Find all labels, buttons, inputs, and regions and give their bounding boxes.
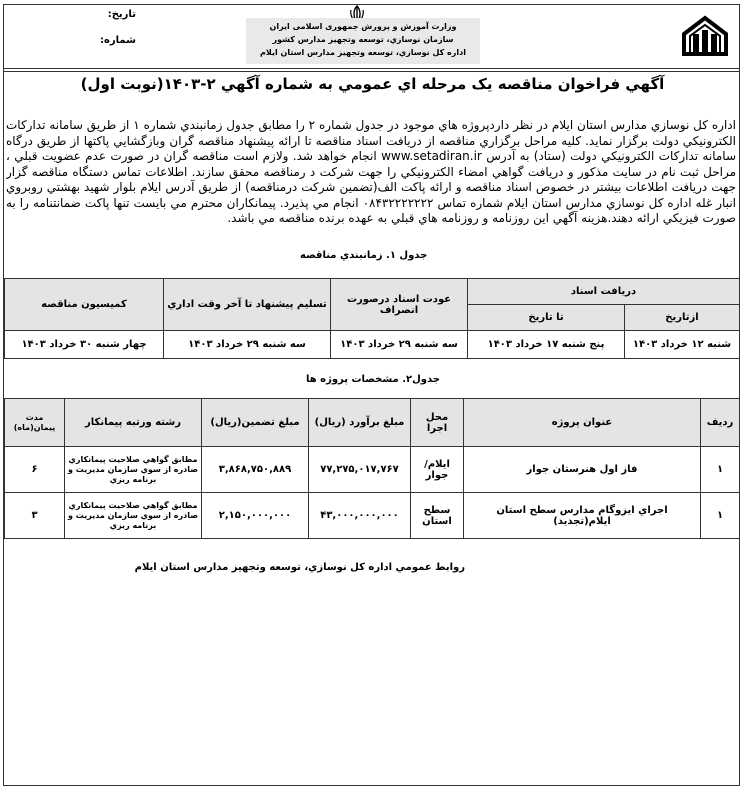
col-from-date: ازتاريخ <box>625 305 740 331</box>
date-number-box <box>100 9 136 61</box>
cell-location: سطح استان <box>411 493 464 539</box>
col-contractor-grade: رشته ورتبه پيمانکار <box>65 399 202 447</box>
col-to-date: تا تاريخ <box>468 305 625 331</box>
projects-table <box>4 398 740 539</box>
header-divider <box>4 68 739 69</box>
ministry-line-1: وزارت آموزش و پرورش جمهوری اسلامی ایران <box>269 22 457 31</box>
renovation-organization-logo-icon <box>680 14 730 58</box>
col-duration: مدت پيمان(ماه) <box>5 399 65 447</box>
cell-duration: ۶ <box>5 447 65 493</box>
table-row <box>5 493 740 539</box>
notice-title: آگهي فراخوان مناقصه يک مرحله اي عمومي به شماره آگهي ۲-۱۴۰۳(نوبت اول) <box>80 75 665 93</box>
cell-duration: ۳ <box>5 493 65 539</box>
notice-body: اداره کل نوسازي مدارس استان ايلام در نظر داردپروژه هاي موجود در جدول شماره ۲ را مطابق جدول زمانبندي شماره ۱ از طريق سامانه تدارکات الکترونيکي دولت برگزار نمايد. کليه مراحل برگزاري مناقصه از دريافت اسناد مناقصه تا ارائه پيشنهاد مناقصه گران وبازگشايي پاکتها از طريق درگاه سامانه تدارکات الکترونيکي دولت (ستاد) به آدرس www.setadiran.ir انجام خواهد شد. ولازم است مناقصه گران در صورت عدم عضويت قبلي ، مراحل ثبت نام در سايت مذکور و دريافت گواهي امضاء الکترونيکي را جهت شرکت د رمناقصه محقق سازند. اطلاعات تماس دستگاه مناقصه گزار جهت دريافت اطلاعات بيشتر در خصوص اسناد مناقصه و ارائه پاکت الف(تضمين شرکت درمناقصه) از طريق آدرس ايلام بلوار شهيد بهشتي روبروي انبار غله اداره کل نوسازي مدارس استان ايلام شماره تماس ۰۸۴۳۲۲۲۲۲۲۲ انجام مي پذيرد. پيمانکاران محترم مي بايست تنها پاکت ضمانتنامه را به صورت فيزيکي ارائه دهند.هزينه آگهي اين روزنامه و روزنامه هاي قبلي به عهده برنده مناقصه مي باشد. <box>6 118 736 225</box>
cell-return-date: سه شنبه ۲۹ خرداد ۱۴۰۳ <box>331 331 468 359</box>
cell-estimate: ۴۳,۰۰۰,۰۰۰,۰۰۰ <box>309 493 411 539</box>
cell-contractor-grade: مطابق گواهي صلاحيت پيمانکاري صادره از سوي سازمان مديريت و برنامه ريزي <box>65 447 202 493</box>
ministry-line-3: اداره کل نوسازي، توسعه وتجهيز مدارس استان ايلام <box>260 48 466 57</box>
col-row: رديف <box>701 399 740 447</box>
cell-commission-date: چهار شنبه ۳۰ خرداد ۱۴۰۳ <box>5 331 164 359</box>
cell-estimate: ۷۷,۲۷۵,۰۱۷,۷۶۷ <box>309 447 411 493</box>
schedule-table <box>4 278 740 359</box>
cell-row-no: ۱ <box>701 447 740 493</box>
cell-project-title: فاز اول هنرستان جوار <box>464 447 701 493</box>
col-commission: کميسيون مناقصه <box>5 279 164 331</box>
col-location: محل اجرا <box>411 399 464 447</box>
col-return-docs: عودت اسناد درصورت انصراف <box>331 279 468 331</box>
cell-to-date: پنج شنبه ۱۷ خرداد ۱۴۰۳ <box>468 331 625 359</box>
cell-guarantee: ۲,۱۵۰,۰۰۰,۰۰۰ <box>202 493 309 539</box>
table-row <box>5 331 740 359</box>
col-receive-docs: دريافت اسناد <box>468 279 740 305</box>
cell-row-no: ۱ <box>701 493 740 539</box>
ministry-header <box>246 18 480 64</box>
header-divider-2 <box>4 71 739 72</box>
date-label: تاريخ: <box>107 9 136 20</box>
table-row <box>5 447 740 493</box>
table2-title: جدول۲. مشخصات پروژه ها <box>306 374 441 385</box>
col-project-title: عنوان پروژه <box>464 399 701 447</box>
number-label: شماره: <box>100 35 136 46</box>
table1-title: جدول ۱. زمانبندي مناقصه <box>300 250 428 261</box>
col-estimate: مبلغ برآورد (ريال) <box>309 399 411 447</box>
cell-contractor-grade: مطابق گواهي صلاحيت پيمانکاري صادره از سوي سازمان مديريت و برنامه ريزي <box>65 493 202 539</box>
ministry-line-2: سازمان نوسازي، توسعه وتجهيز مدارس کشور <box>272 35 454 44</box>
col-submit: تسليم پيشنهاد تا آخر وقت اداري <box>164 279 331 331</box>
cell-location: ايلام/جوار <box>411 447 464 493</box>
cell-from-date: شنبه ۱۲ خرداد ۱۴۰۳ <box>625 331 740 359</box>
public-relations-footer: روابط عمومي اداره کل نوسازي، توسعه وتجهيز مدارس استان ايلام <box>134 562 465 573</box>
cell-project-title: اجراي ايزوگام مدارس سطح استان ايلام(تجديد) <box>464 493 701 539</box>
col-guarantee: مبلغ تضمين(ريال) <box>202 399 309 447</box>
cell-guarantee: ۳,۸۶۸,۷۵۰,۸۸۹ <box>202 447 309 493</box>
cell-submit-date: سه شنبه ۲۹ خرداد ۱۴۰۳ <box>164 331 331 359</box>
